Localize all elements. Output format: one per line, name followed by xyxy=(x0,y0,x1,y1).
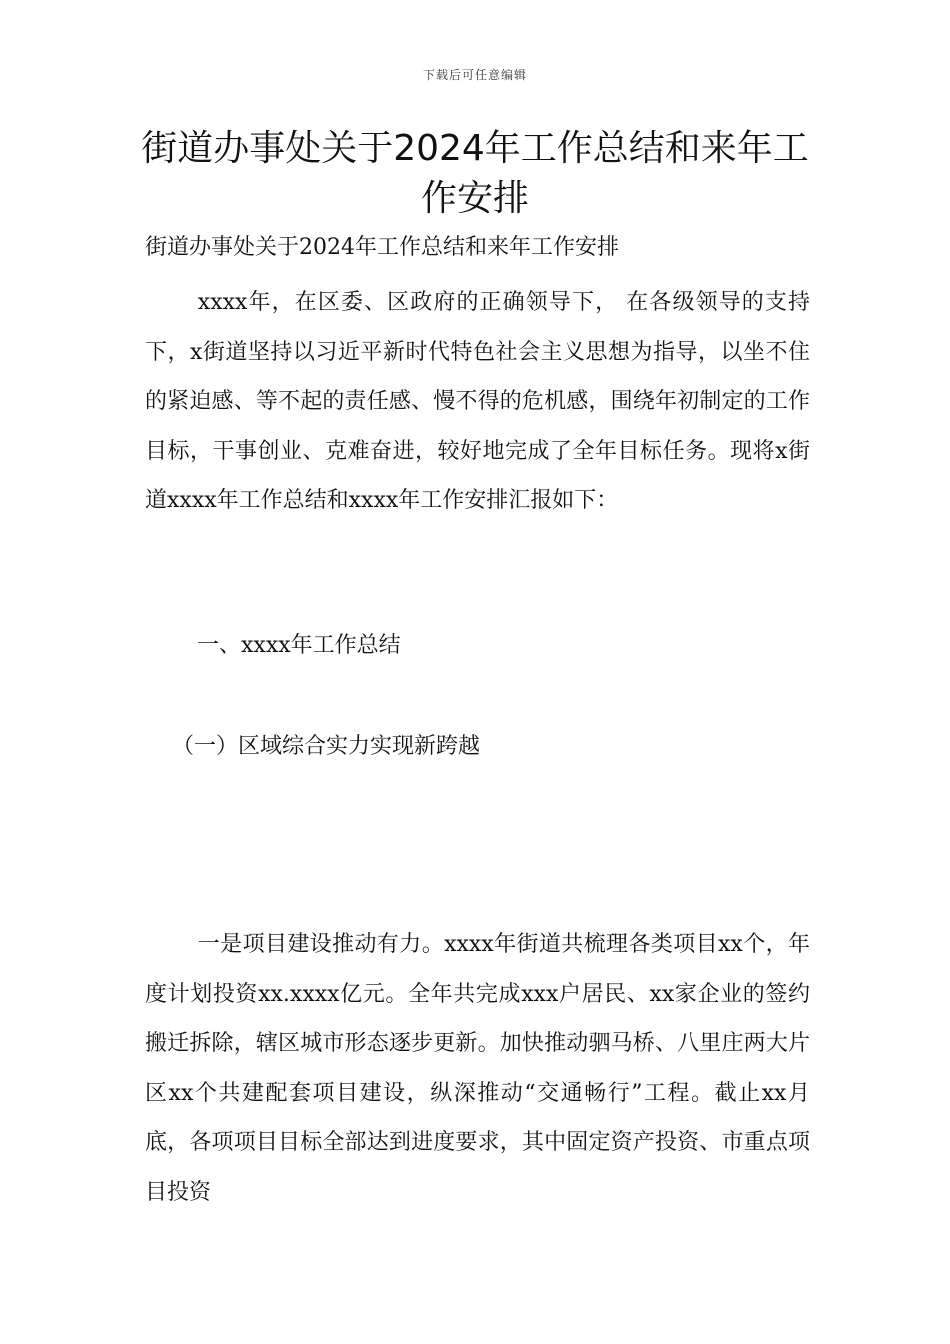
header-note: 下载后可任意编辑 xyxy=(422,68,527,82)
intro-paragraph: xxxx年，在区委、区政府的正确领导下， 在各级领导的支持下，x街道坚持以习近平新时代特色社会主义思想为指导，以坐不住的紧迫感、等不起的责任感、慢不得的危机感，围绕年初制定的工作目标，干事创业、克难奋进，较好地完成了全年目标任务。现将x街道xxxx年工作总结和xxxx年工作安排汇报如下： xyxy=(145,290,810,513)
document-subtitle: 街道办事处关于2024年工作总结和来年工作安排 xyxy=(145,235,619,260)
section-heading: 一、xxxx年工作总结 xyxy=(197,633,401,658)
document-title: 街道办事处关于2024年工作总结和来年工作安排 xyxy=(141,128,809,219)
subsection-heading: （一）区域综合实力实现新跨越 xyxy=(172,734,481,759)
project-paragraph: 一是项目建设推动有力。xxxx年街道共梳理各类项目xx个，年度计划投资xx.xxxx亿元。全年共完成xxx户居民、xx家企业的签约搬迁拆除，辖区城市形态逐步更新。加快推动驷马桥、八里庄两大片区xx个共建配套项目建设，纵深推动“交通畅行”工程。截止xx月底，各项项目目标全部达到进度要求，其中固定资产投资、市重点项目投资 xyxy=(145,932,810,1205)
